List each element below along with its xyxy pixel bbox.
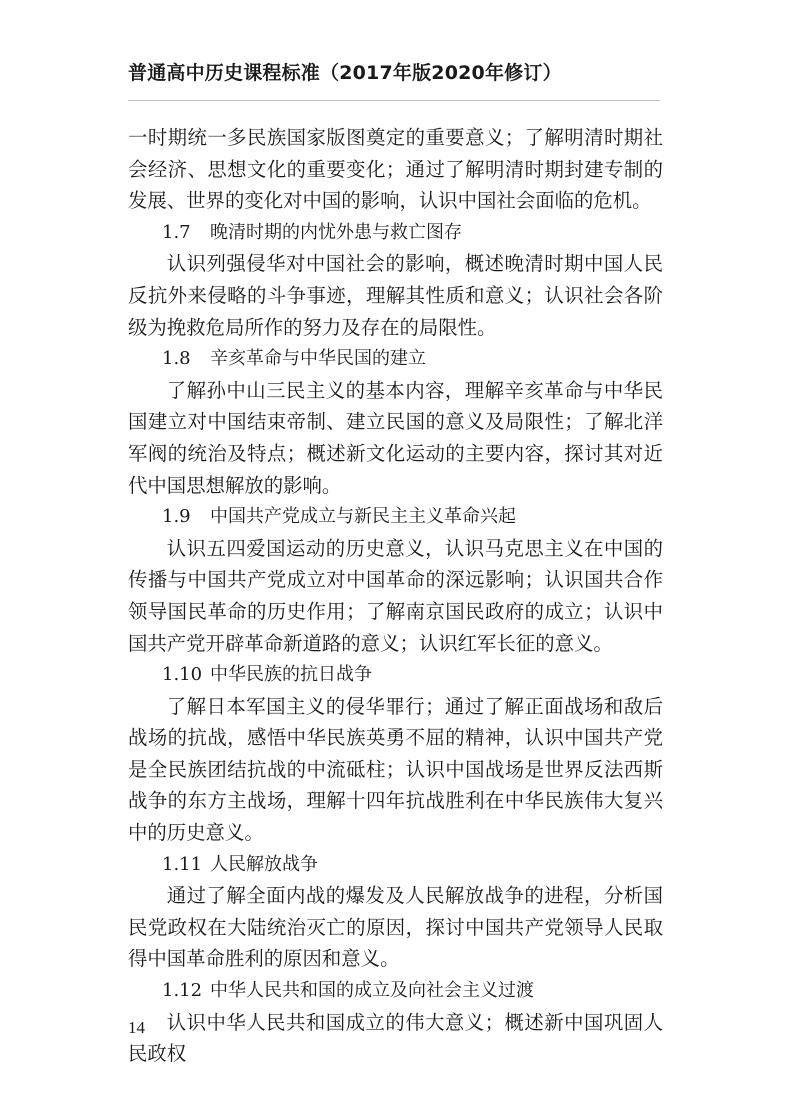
section-number: 1.11 (162, 853, 203, 875)
section-title: 晚清时期的内忧外患与救亡图存 (210, 221, 462, 243)
section-heading (128, 849, 663, 881)
section-heading (128, 659, 663, 691)
section-heading (128, 343, 663, 375)
section-number: 1.8 (162, 348, 191, 370)
running-header-title: 普通高中历史课程标准（2017年版2020年修订） (128, 62, 562, 84)
body-content (128, 122, 663, 1070)
section-1-11 (128, 849, 663, 975)
section-1-9 (128, 501, 663, 659)
section-1-10 (128, 659, 663, 849)
page-number: 14 (128, 1018, 145, 1037)
section-title: 中华民族的抗日战争 (210, 664, 372, 686)
section-paragraph: 认识中华人民共和国成立的伟大意义；概述新中国巩固人民政权 (128, 1010, 663, 1066)
section-paragraph: 认识列强侵华对中国社会的影响，概述晚清时期中国人民反抗外来侵略的斗争事迹，理解其性质和意义；认识社会各阶级为挽救危局所作的努力及存在的局限性。 (128, 252, 663, 339)
section-1-8 (128, 343, 663, 501)
section-paragraph: 了解孙中山三民主义的基本内容，理解辛亥革命与中华民国建立对中国结束帝制、建立民国的意义及局限性；了解北洋军阀的统治及特点；概述新文化运动的主要内容，探讨其对近代中国思想解放的影响。 (128, 378, 663, 497)
section-1-7 (128, 217, 663, 343)
section-1-12 (128, 975, 663, 1070)
section-title: 中华人民共和国的成立及向社会主义过渡 (210, 980, 534, 1002)
section-title: 辛亥革命与中华民国的建立 (210, 348, 426, 370)
section-paragraph: 了解日本军国主义的侵华罪行；通过了解正面战场和敌后战场的抗战，感悟中华民族英勇不屈的精神，认识中国共产党是全民族团结抗战的中流砥柱；认识中国战场是世界反法西斯战争的东方主战场，理解十四年抗战胜利在中华民族伟大复兴中的历史意义。 (128, 694, 663, 845)
section-number: 1.9 (162, 506, 191, 528)
header-divider (128, 100, 660, 101)
section-heading (128, 501, 663, 533)
section-paragraph: 认识五四爱国运动的历史意义，认识马克思主义在中国的传播与中国共产党成立对中国革命的深远影响；认识国共合作领导国民革命的历史作用；了解南京国民政府的成立；认识中国共产党开辟革命新道路的意义；认识红军长征的意义。 (128, 536, 663, 655)
continued-paragraph: 一时期统一多民族国家版图奠定的重要意义；了解明清时期社会经济、思想文化的重要变化；通过了解明清时期封建专制的发展、世界的变化对中国的影响，认识中国社会面临的危机。 (128, 126, 663, 213)
section-heading (128, 217, 663, 249)
section-title: 中国共产党成立与新民主主义革命兴起 (210, 506, 516, 528)
section-number: 1.12 (162, 980, 203, 1002)
section-number: 1.7 (162, 221, 191, 243)
section-title: 人民解放战争 (210, 853, 318, 875)
section-number: 1.10 (162, 664, 203, 686)
section-paragraph: 通过了解全面内战的爆发及人民解放战争的进程，分析国民党政权在大陆统治灭亡的原因，探讨中国共产党领导人民取得中国革命胜利的原因和意义。 (128, 884, 663, 971)
section-heading (128, 975, 663, 1007)
